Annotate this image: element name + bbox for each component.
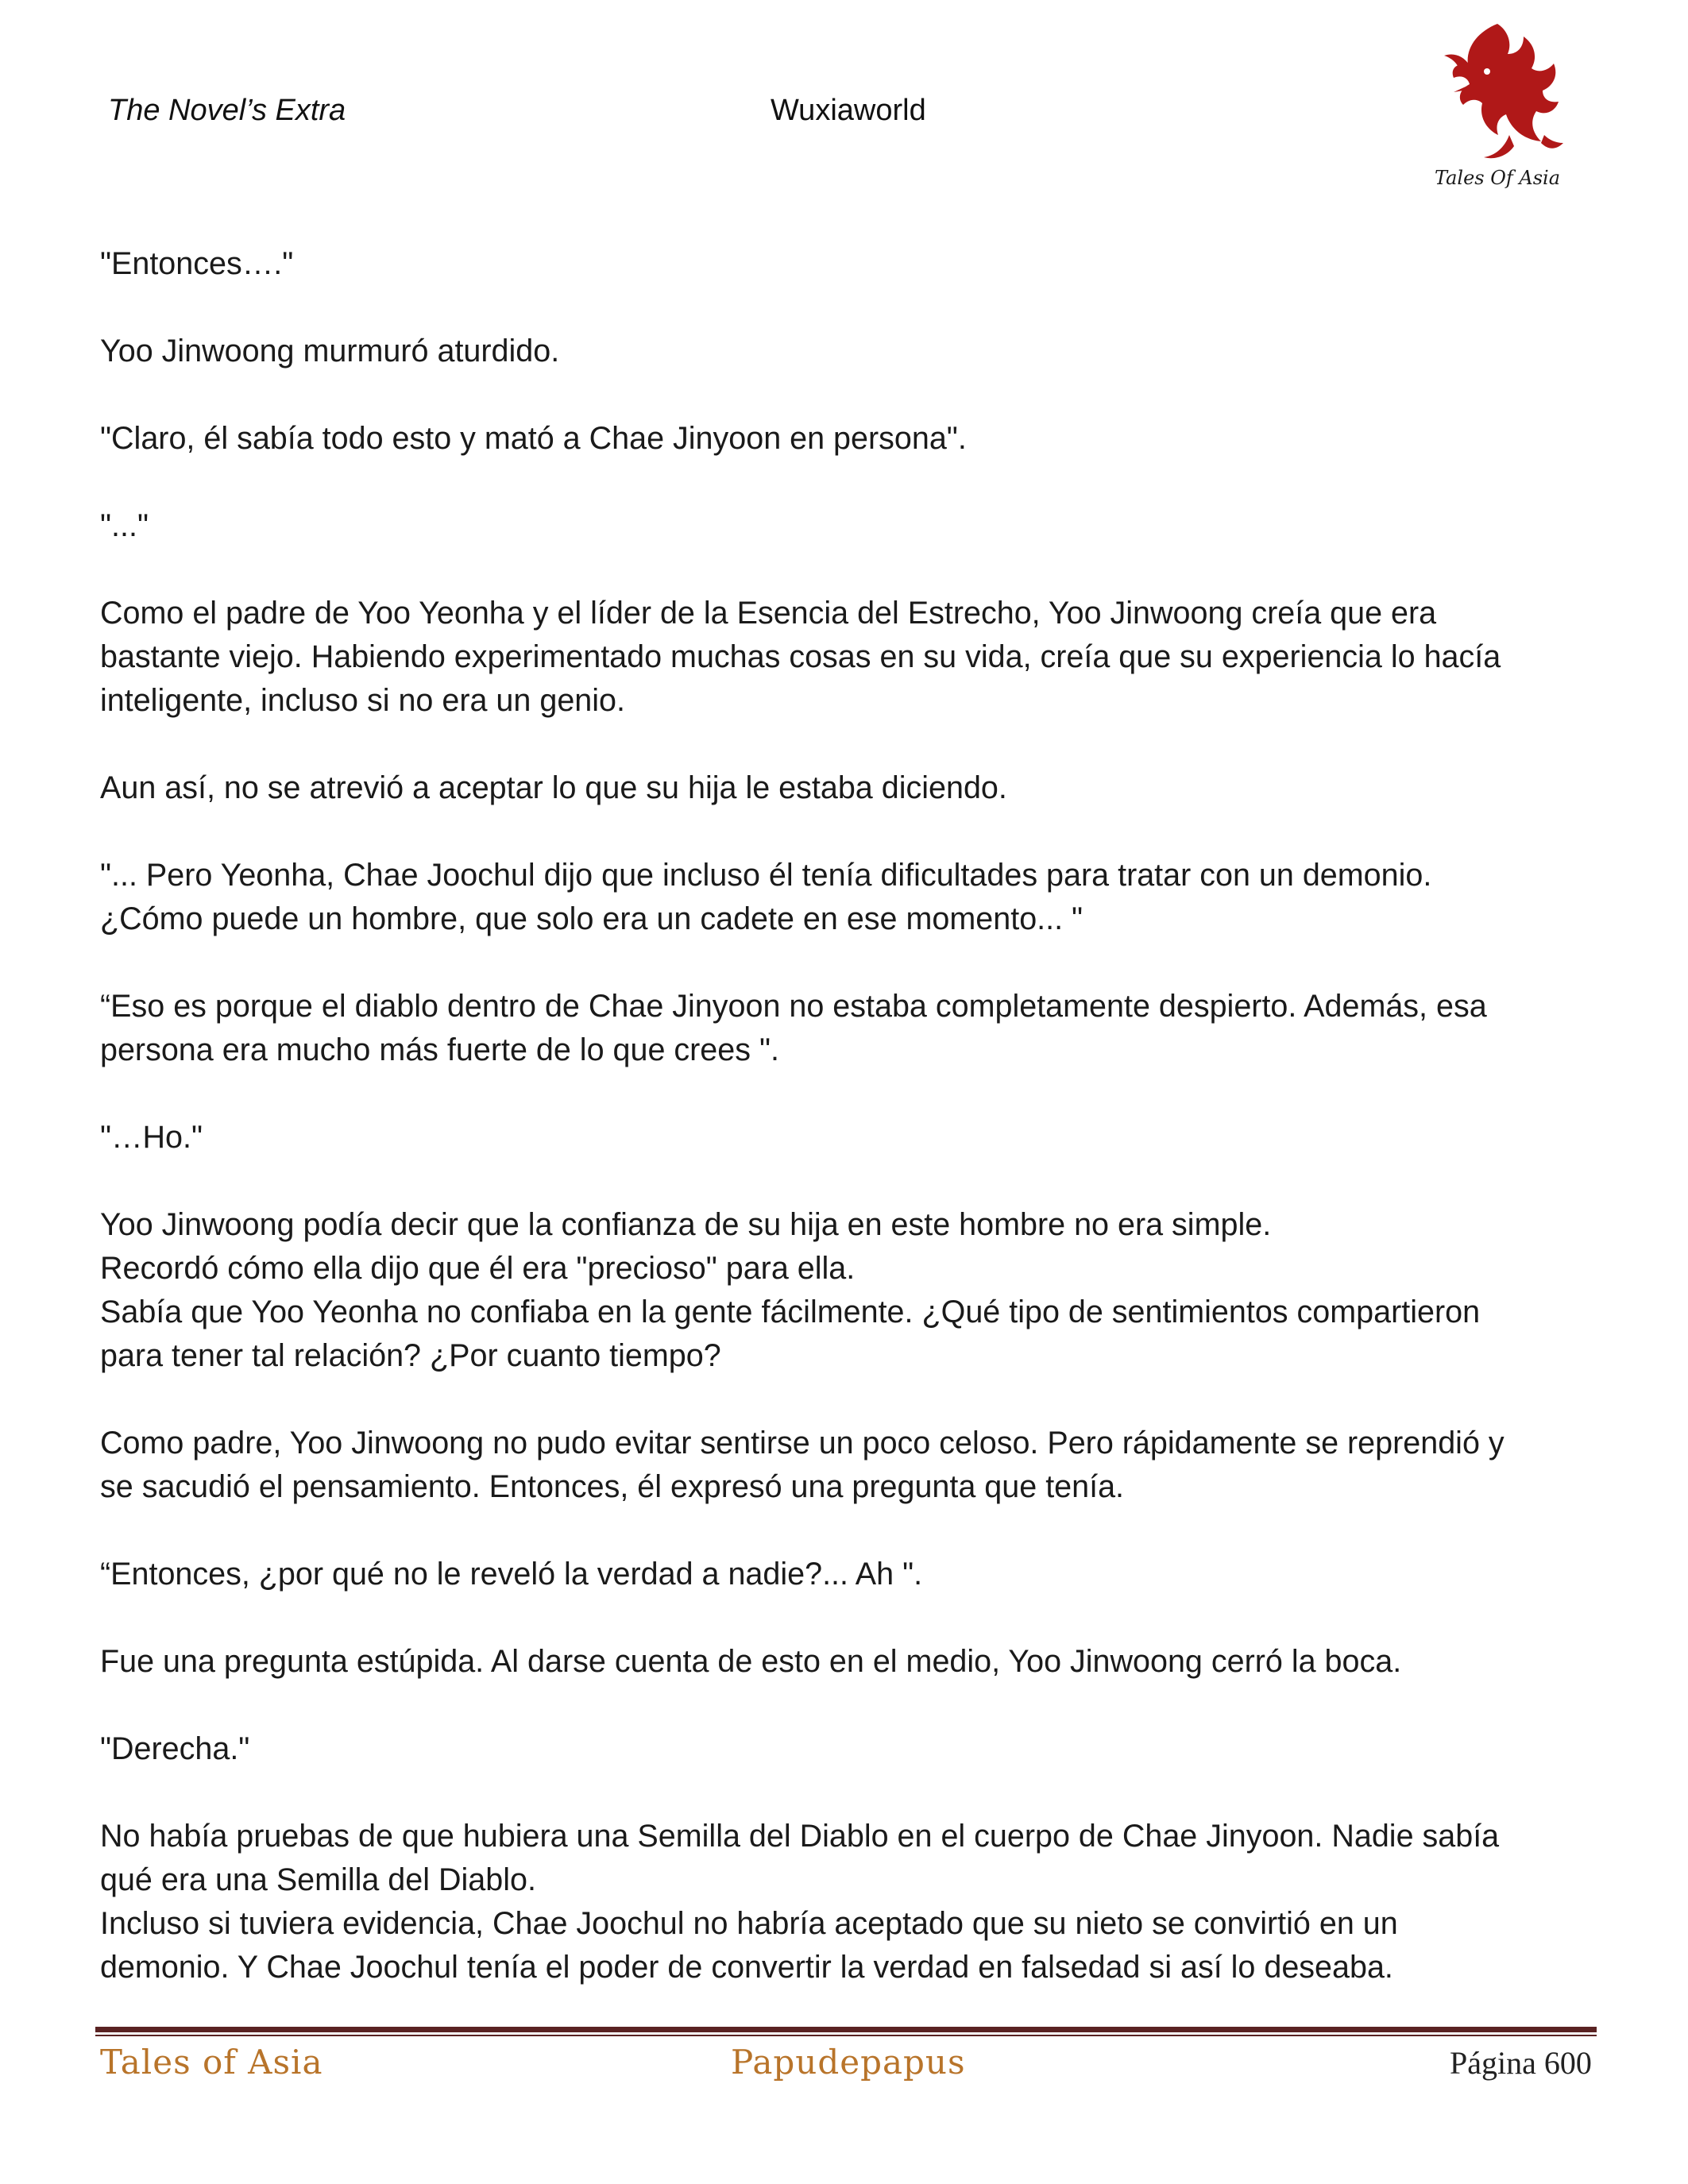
paragraph-line: Como el padre de Yoo Yeonha y el líder de la Esencia del Estrecho, Yoo Jinwoong creía que era	[100, 596, 1437, 631]
paragraph-line: "Claro, él sabía todo esto y mató a Chae Jinyoon en persona".	[100, 421, 967, 456]
logo-text: Tales Of Asia	[1434, 167, 1561, 189]
paragraph	[100, 592, 1593, 723]
paragraph-line: demonio. Y Chae Joochul tenía el poder de convertir la verdad en falsedad si así lo deseaba.	[100, 1950, 1393, 1985]
paragraph-line: "Derecha."	[100, 1731, 250, 1766]
paragraph	[100, 1640, 1593, 1684]
paragraph-line: "…Ho."	[100, 1120, 203, 1155]
paragraph	[100, 1727, 1593, 1771]
paragraph	[100, 242, 1593, 286]
paragraph-line: "... Pero Yeonha, Chae Joochul dijo que incluso él tenía dificultades para tratar con un demonio.	[100, 858, 1432, 893]
paragraph-line: se sacudió el pensamiento. Entonces, él expresó una pregunta que tenía.	[100, 1469, 1125, 1504]
header-novel-title: The Novel’s Extra	[108, 94, 346, 127]
footer-page-number: Página 600	[1450, 2045, 1592, 2081]
paragraph	[100, 985, 1593, 1072]
paragraph	[100, 1815, 1593, 1989]
footer-divider	[95, 2027, 1597, 2036]
paragraph-line: Incluso si tuviera evidencia, Chae Joochul no habría aceptado que su nieto se convirtió en un	[100, 1906, 1398, 1941]
paragraph-line: qué era una Semilla del Diablo.	[100, 1862, 536, 1897]
paragraph-line: Yoo Jinwoong podía decir que la confianza de su hija en este hombre no era simple.	[100, 1207, 1272, 1242]
paragraph-line: "..."	[100, 508, 149, 543]
tales-of-asia-logo	[1422, 16, 1573, 195]
paragraph-line: Sabía que Yoo Yeonha no confiaba en la gente fácilmente. ¿Qué tipo de sentimientos compartieron	[100, 1295, 1481, 1329]
paragraph-line: inteligente, incluso si no era un genio.	[100, 683, 625, 718]
paragraph-line: Como padre, Yoo Jinwoong no pudo evitar sentirse un poco celoso. Pero rápidamente se reprendió y	[100, 1426, 1505, 1461]
paragraph-line: Yoo Jinwoong murmuró aturdido.	[100, 334, 560, 369]
paragraph	[100, 417, 1593, 461]
paragraph	[100, 504, 1593, 548]
paragraph	[100, 1422, 1593, 1509]
paragraph-line: “Entonces, ¿por qué no le reveló la verdad a nadie?... Ah ".	[100, 1557, 923, 1592]
paragraph-line: bastante viejo. Habiendo experimentado muchas cosas en su vida, creía que su experiencia lo hacía	[100, 639, 1501, 674]
paragraph-line: "Entonces…."	[100, 246, 294, 281]
chapter-body	[100, 242, 1593, 2033]
paragraph-line: Fue una pregunta estúpida. Al darse cuenta de esto en el medio, Yoo Jinwoong cerró la boca.	[100, 1644, 1402, 1679]
paragraph-line: “Eso es porque el diablo dentro de Chae Jinyoon no estaba completamente despierto. Además, esa	[100, 989, 1487, 1024]
paragraph	[100, 1116, 1593, 1160]
footer-site-name: Tales of Asia	[100, 2043, 323, 2082]
paragraph	[100, 330, 1593, 373]
paragraph-line: No había pruebas de que hubiera una Semilla del Diablo en el cuerpo de Chae Jinyoon. Nadie sabía	[100, 1819, 1500, 1854]
paragraph	[100, 854, 1593, 941]
paragraph-line: para tener tal relación? ¿Por cuanto tiempo?	[100, 1338, 721, 1373]
paragraph-line: persona era mucho más fuerte de lo que crees ".	[100, 1032, 779, 1067]
paragraph-line: ¿Cómo puede un hombre, que solo era un cadete en ese momento... "	[100, 901, 1083, 936]
paragraph-line: Aun así, no se atrevió a aceptar lo que su hija le estaba diciendo.	[100, 770, 1007, 805]
paragraph-line: Recordó cómo ella dijo que él era "precioso" para ella.	[100, 1251, 856, 1286]
paragraph	[100, 1553, 1593, 1596]
header-source: Wuxiaworld	[771, 94, 926, 127]
paragraph	[100, 766, 1593, 810]
paragraph	[100, 1203, 1593, 1378]
footer-translator: Papudepapus	[731, 2043, 966, 2082]
